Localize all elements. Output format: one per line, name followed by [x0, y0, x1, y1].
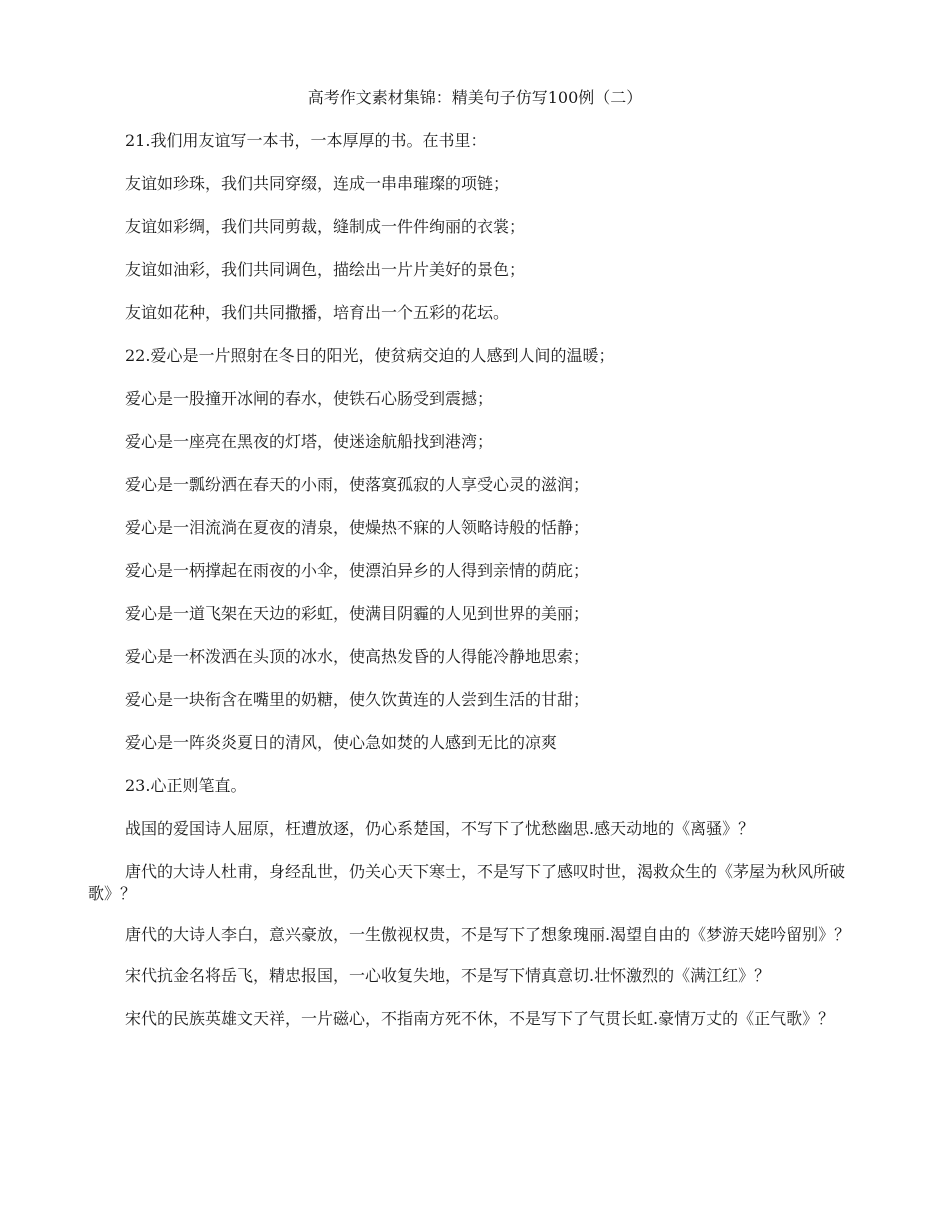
paragraph-love-spring: 爱心是一泪流淌在夏夜的清泉，使燥热不寐的人领略诗般的恬静； [125, 518, 590, 537]
paragraph-du-fu: 唐代的大诗人杜甫，身经乱世，仍关心天下寒士，不是写下了感叹时世，渴救众生的《茅屋为秋风所破歌》？ [88, 862, 846, 903]
paragraph-love-umbrella: 爱心是一柄撑起在雨夜的小伞，使漂泊异乡的人得到亲情的荫庇； [125, 561, 590, 580]
paragraph-yue-fei: 宋代抗金名将岳飞，精忠报国，一心收复失地，不是写下情真意切.壮怀激烈的《满江红》？ [125, 966, 771, 985]
paragraph-qu-yuan: 战国的爱国诗人屈原，枉遭放逐，仍心系楚国，不写下了忧愁幽思.感天动地的《离骚》？ [125, 819, 755, 838]
paragraph-22-sunlight: 22.爱心是一片照射在冬日的阳光，使贫病交迫的人感到人间的温暖； [125, 346, 615, 365]
paragraph-love-rainbow: 爱心是一道飞架在天边的彩虹，使满目阴霾的人见到世界的美丽； [125, 604, 590, 623]
document-body [88, 130, 868, 1049]
paragraph-love-ice-water: 爱心是一杯泼洒在头顶的冰水，使高热发昏的人得能冷静地思索； [125, 647, 590, 666]
paragraph-love-breeze: 爱心是一阵炎炎夏日的清风，使心急如焚的人感到无比的凉爽 [125, 733, 558, 752]
paragraph-love-candy: 爱心是一块衔含在嘴里的奶糖，使久饮黄连的人尝到生活的甘甜； [125, 690, 590, 709]
paragraph-23-intro: 23.心正则笔直。 [125, 776, 247, 795]
paragraph-friendship-paint: 友谊如油彩，我们共同调色，描绘出一片片美好的景色； [125, 260, 526, 279]
paragraph-love-rain: 爱心是一瓢纷洒在春天的小雨，使落寞孤寂的人享受心灵的滋润； [125, 475, 590, 494]
paragraph-love-lighthouse: 爱心是一座亮在黑夜的灯塔，使迷途航船找到港湾； [125, 432, 494, 451]
paragraph-friendship-seed: 友谊如花种，我们共同撒播，培育出一个五彩的花坛。 [125, 303, 510, 322]
paragraph-love-spring-water: 爱心是一股撞开冰闸的春水，使铁石心肠受到震撼； [125, 389, 494, 408]
paragraph-li-bai: 唐代的大诗人李白，意兴豪放，一生傲视权贵，不是写下了想象瑰丽.渴望自由的《梦游天姥吟留别》？ [125, 925, 851, 944]
paragraph-wen-tianxiang: 宋代的民族英雄文天祥，一片磁心，不指南方死不休，不是写下了气贯长虹.豪情万丈的《正气歌》？ [125, 1009, 835, 1028]
paragraph-friendship-silk: 友谊如彩绸，我们共同剪裁，缝制成一件件绚丽的衣裳； [125, 217, 526, 236]
paragraph-21-intro: 21.我们用友谊写一本书，一本厚厚的书。在书里： [125, 131, 487, 150]
paragraph-friendship-pearl: 友谊如珍珠，我们共同穿缀，连成一串串璀璨的项链； [125, 174, 510, 193]
document-title: 高考作文素材集锦：精美句子仿写100例（二） [307, 88, 643, 107]
